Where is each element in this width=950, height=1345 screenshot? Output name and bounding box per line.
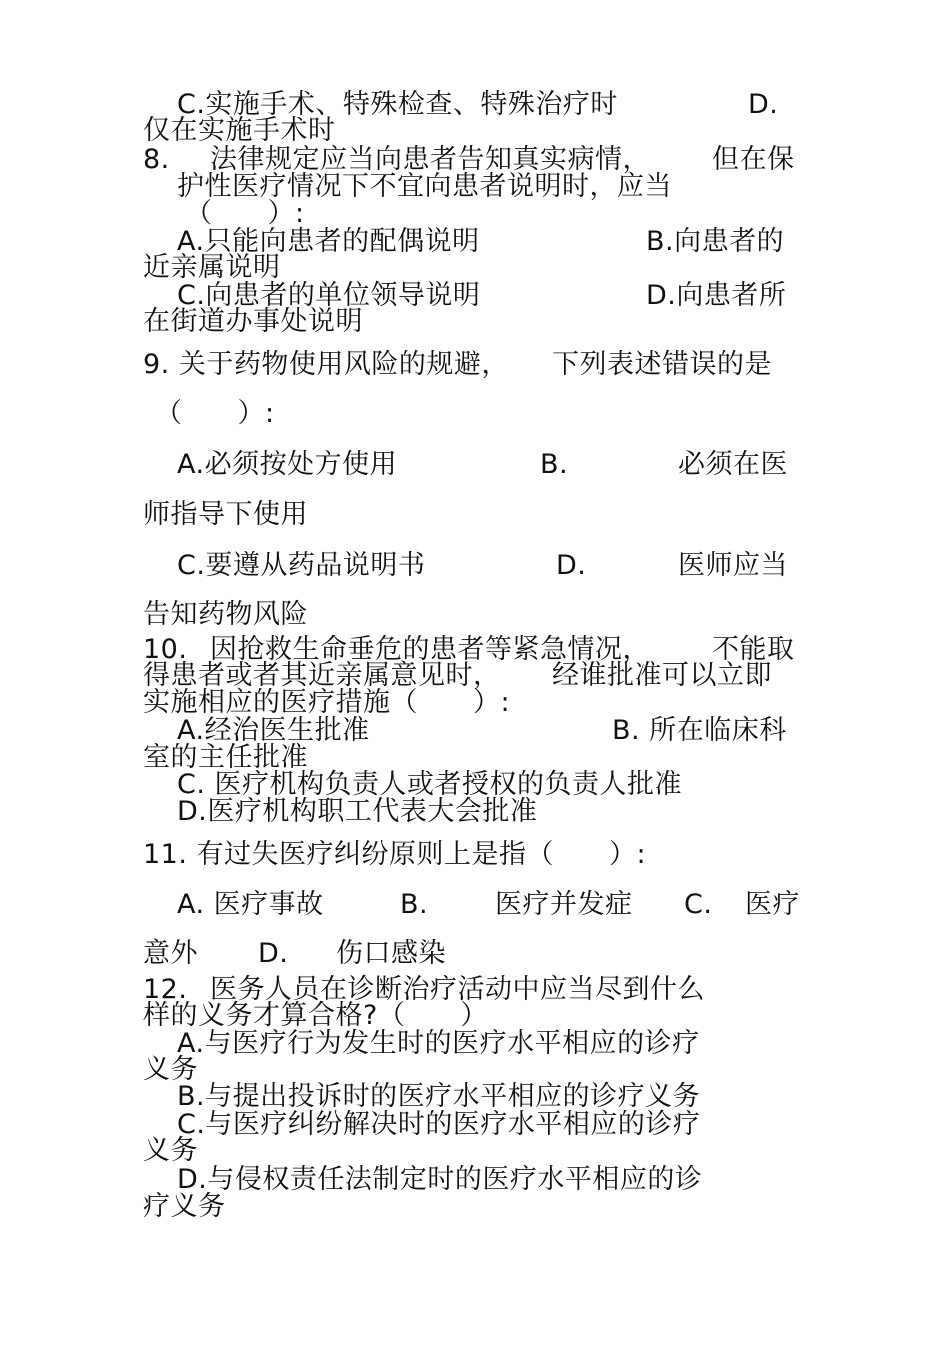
q12-option-a-cont: 义务 [143, 1054, 198, 1085]
q11-option-a: A. 医疗事故 [177, 889, 324, 920]
q9-option-b-label: B. [540, 449, 569, 480]
q7-option-d-label: D. [748, 89, 779, 120]
q10-option-b-cont: 室的主任批准 [143, 742, 308, 773]
q10-stem-d: 经谁批准可以立即 [552, 660, 772, 691]
q8-option-d: D.向患者所 [646, 280, 787, 311]
q8-option-a: A.只能向患者的配偶说明 [177, 226, 480, 257]
q10-stem-b: 不能取 [712, 634, 795, 665]
q10-stem-a: 因抢救生命垂危的患者等紧急情况， [210, 634, 650, 665]
q9-option-d-text: 医师应当 [678, 550, 788, 581]
q10-option-d: D.医疗机构职工代表大会批准 [177, 796, 538, 827]
q12-stem-b: 样的义务才算合格?（ ） [143, 1000, 488, 1031]
q9-stem-a: 9. 关于药物使用风险的规避， [143, 349, 509, 380]
q11-option-d-text: 伤口感染 [336, 938, 446, 969]
q11-option-d-label: D. [258, 938, 289, 969]
q12-option-d: D.与侵权责任法制定时的医疗水平相应的诊 [177, 1164, 703, 1195]
q9-option-b-cont: 师指导下使用 [143, 499, 308, 530]
q11-option-b-text: 医疗并发症 [495, 889, 633, 920]
q9-option-a: A.必须按处方使用 [177, 449, 398, 480]
q8-option-b-cont: 近亲属说明 [143, 252, 281, 283]
q12-number: 12. [143, 974, 188, 1005]
q8-stem-a: 法律规定应当向患者告知真实病情， [210, 144, 650, 175]
q10-option-b: B. 所在临床科 [612, 715, 787, 746]
q11-stem: 11. 有过失医疗纠纷原则上是指（ ）: [143, 839, 647, 870]
q9-option-d-label: D. [556, 550, 587, 581]
q12-option-a: A.与医疗行为发生时的医疗水平相应的诊疗 [177, 1028, 700, 1059]
q10-option-a: A.经治医生批准 [177, 715, 370, 746]
q12-option-c: C.与医疗纠纷解决时的医疗水平相应的诊疗 [177, 1109, 701, 1140]
q10-stem-c: 得患者或者其近亲属意见时， [143, 660, 501, 691]
q12-option-c-cont: 义务 [143, 1135, 198, 1166]
q9-option-d-cont: 告知药物风险 [143, 599, 308, 630]
q8-option-b: B.向患者的 [646, 226, 785, 257]
q9-stem-b: 下列表述错误的是 [552, 349, 772, 380]
q10-option-c: C. 医疗机构负责人或者授权的负责人批准 [177, 769, 683, 800]
q10-number: 10. [143, 634, 188, 665]
q8-number: 8. [143, 144, 170, 175]
q12-option-d-cont: 疗义务 [143, 1191, 226, 1222]
q8-option-c: C.向患者的单位领导说明 [177, 280, 481, 311]
q7-option-c: C.实施手术、特殊检查、特殊治疗时 [177, 89, 618, 120]
q8-option-d-cont: 在街道办事处说明 [143, 306, 363, 337]
q12-option-b: B.与提出投诉时的医疗水平相应的诊疗义务 [177, 1081, 701, 1112]
q10-stem-e: 实施相应的医疗措施（ ）: [143, 687, 511, 718]
q8-stem-c: 护性医疗情况下不宜向患者说明时，应当 [177, 171, 672, 202]
q11-option-b-label: B. [400, 889, 429, 920]
q11-option-c-label: C. [684, 889, 713, 920]
q11-option-c-cont: 意外 [143, 938, 198, 969]
q9-option-b-text: 必须在医 [678, 449, 788, 480]
q9-stem-c: （ ）: [155, 398, 275, 429]
q11-option-c-text: 医疗 [745, 889, 800, 920]
q12-stem-a: 医务人员在诊断治疗活动中应当尽到什么 [210, 974, 705, 1005]
q7-option-d-text: 仅在实施手术时 [143, 115, 336, 146]
q8-stem-d: （ ）: [185, 198, 305, 229]
q8-stem-b: 但在保 [712, 144, 795, 175]
q9-option-c: C.要遵从药品说明书 [177, 550, 426, 581]
